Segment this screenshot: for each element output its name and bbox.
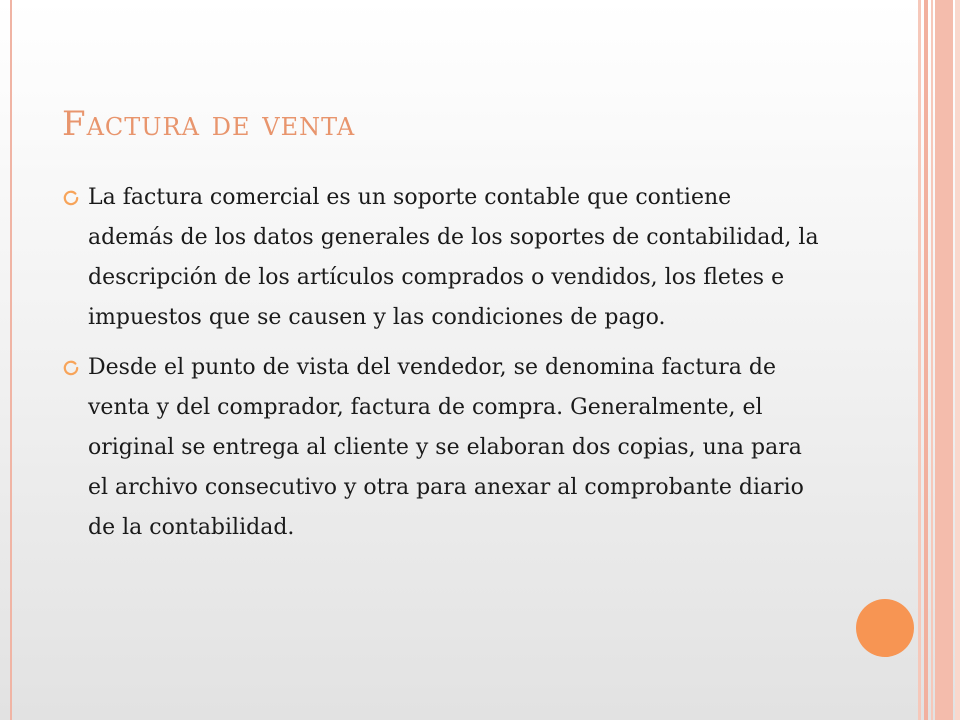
circle-bullet-icon [62, 189, 80, 207]
bullet-list [62, 178, 822, 558]
bullet-item [62, 348, 822, 548]
right-decorative-band [918, 0, 921, 720]
right-decorative-band [955, 0, 960, 720]
circle-bullet-icon [62, 359, 80, 377]
decorative-orange-circle [856, 599, 914, 657]
bullet-text: La factura comercial es un soporte contable que contiene además de los datos generales de los soportes de contabilidad, la descripción de los artículos comprados o vendidos, los fletes e impuestos que se causen y las condiciones de pago. [88, 185, 819, 330]
right-decorative-band [924, 0, 928, 720]
bullet-text: Desde el punto de vista del vendedor, se denomina factura de venta y del comprador, factura de compra. Generalmente, el original se entrega al cliente y se elaboran dos copias, una para el archivo consecutivo y otra para anexar al comprobante diario de la contabilidad. [88, 355, 804, 540]
right-decorative-band [931, 0, 933, 720]
bullet-item [62, 178, 822, 338]
right-decorative-band [935, 0, 953, 720]
slide-title: Factura de venta [62, 104, 356, 144]
left-accent-line [10, 0, 12, 720]
